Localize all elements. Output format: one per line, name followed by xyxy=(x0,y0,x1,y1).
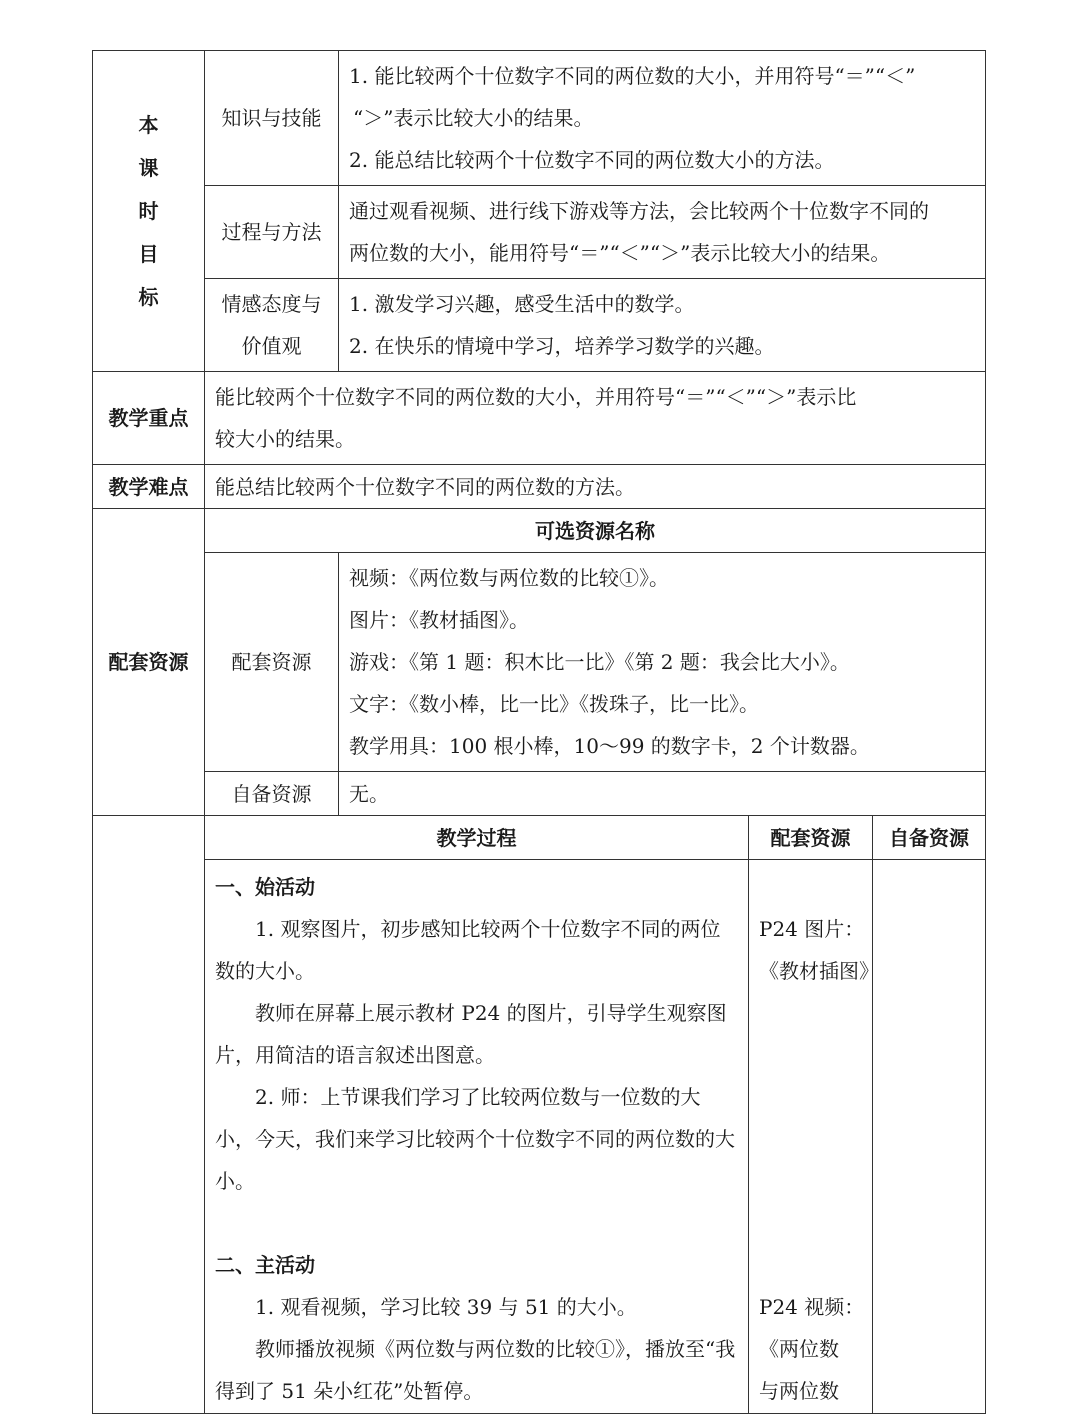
lesson-plan-page xyxy=(92,50,985,1414)
process-self-cell xyxy=(873,860,986,1414)
section-1-paragraph: 2. 师：上节课我们学习了比较两位数与一位数的大小，今天，我们来学习比较两个十位数字不同的两位数的大小。 xyxy=(215,1085,735,1193)
section-1-paragraph: 教师在屏幕上展示教材 P24 的图片，引导学生观察图片，用简洁的语言叙述出图意。 xyxy=(215,1001,727,1067)
process-method-label: 过程与方法 xyxy=(205,186,339,279)
process-self-header: 自备资源 xyxy=(873,816,986,860)
difficulty-label: 教学难点 xyxy=(93,465,205,509)
resources-label: 配套资源 xyxy=(93,509,205,816)
knowledge-skills-text: 1. 能比较两个十位数字不同的两位数的大小，并用符号“＝”“＜” “＞”表示比较大小的结果。 2. 能总结比较两个十位数字不同的两位数大小的方法。 xyxy=(339,51,986,186)
process-blank-label xyxy=(93,816,205,1414)
emotion-values-label: 情感态度与 价值观 xyxy=(205,279,339,372)
process-method-text: 通过观看视频、进行线下游戏等方法，会比较两个十位数字不同的 两位数的大小，能用符号“＝”“＜”“＞”表示比较大小的结果。 xyxy=(339,186,986,279)
process-support-header: 配套资源 xyxy=(749,816,873,860)
support-resources-list: 视频：《两位数与两位数的比较①》。 图片：《教材插图》。 游戏：《第 1 题：积木比一比》《第 2 题：我会比大小》。 文字：《数小棒，比一比》《拨珠子，比一比》。 教学用具：100 根小棒，10～99 的数字卡，2 个计数器。 xyxy=(339,553,986,772)
emotion-values-text: 1. 激发学习兴趣，感受生活中的数学。 2. 在快乐的情境中学习，培养学习数学的兴趣。 xyxy=(339,279,986,372)
self-resources-label: 自备资源 xyxy=(205,772,339,816)
section-1-title: 一、始活动 xyxy=(215,875,315,899)
process-header: 教学过程 xyxy=(205,816,749,860)
process-support-cell: P24 图片： 《教材插图》 P24 视频： 《两位数 与两位数 xyxy=(749,860,873,1414)
objectives-label: 本 课 时 目 标 xyxy=(93,51,205,372)
section-2-title: 二、主活动 xyxy=(215,1253,315,1277)
self-resources-text: 无。 xyxy=(339,772,986,816)
key-point-text: 能比较两个十位数字不同的两位数的大小，并用符号“＝”“＜”“＞”表示比 较大小的结果。 xyxy=(205,372,986,465)
key-point-label: 教学重点 xyxy=(93,372,205,465)
resources-header: 可选资源名称 xyxy=(205,509,986,553)
difficulty-text: 能总结比较两个十位数字不同的两位数的方法。 xyxy=(205,465,986,509)
section-1-paragraph: 1. 观察图片，初步感知比较两个十位数字不同的两位数的大小。 xyxy=(215,917,721,983)
process-body xyxy=(205,860,749,1414)
section-2-paragraph: 1. 观看视频，学习比较 39 与 51 的大小。 xyxy=(255,1295,637,1319)
knowledge-skills-label: 知识与技能 xyxy=(205,51,339,186)
support-resources-label: 配套资源 xyxy=(205,553,339,772)
lesson-plan-table xyxy=(92,50,986,1414)
section-2-paragraph: 教师播放视频《两位数与两位数的比较①》，播放至“我得到了 51 朵小红花”处暂停。 xyxy=(215,1337,736,1403)
